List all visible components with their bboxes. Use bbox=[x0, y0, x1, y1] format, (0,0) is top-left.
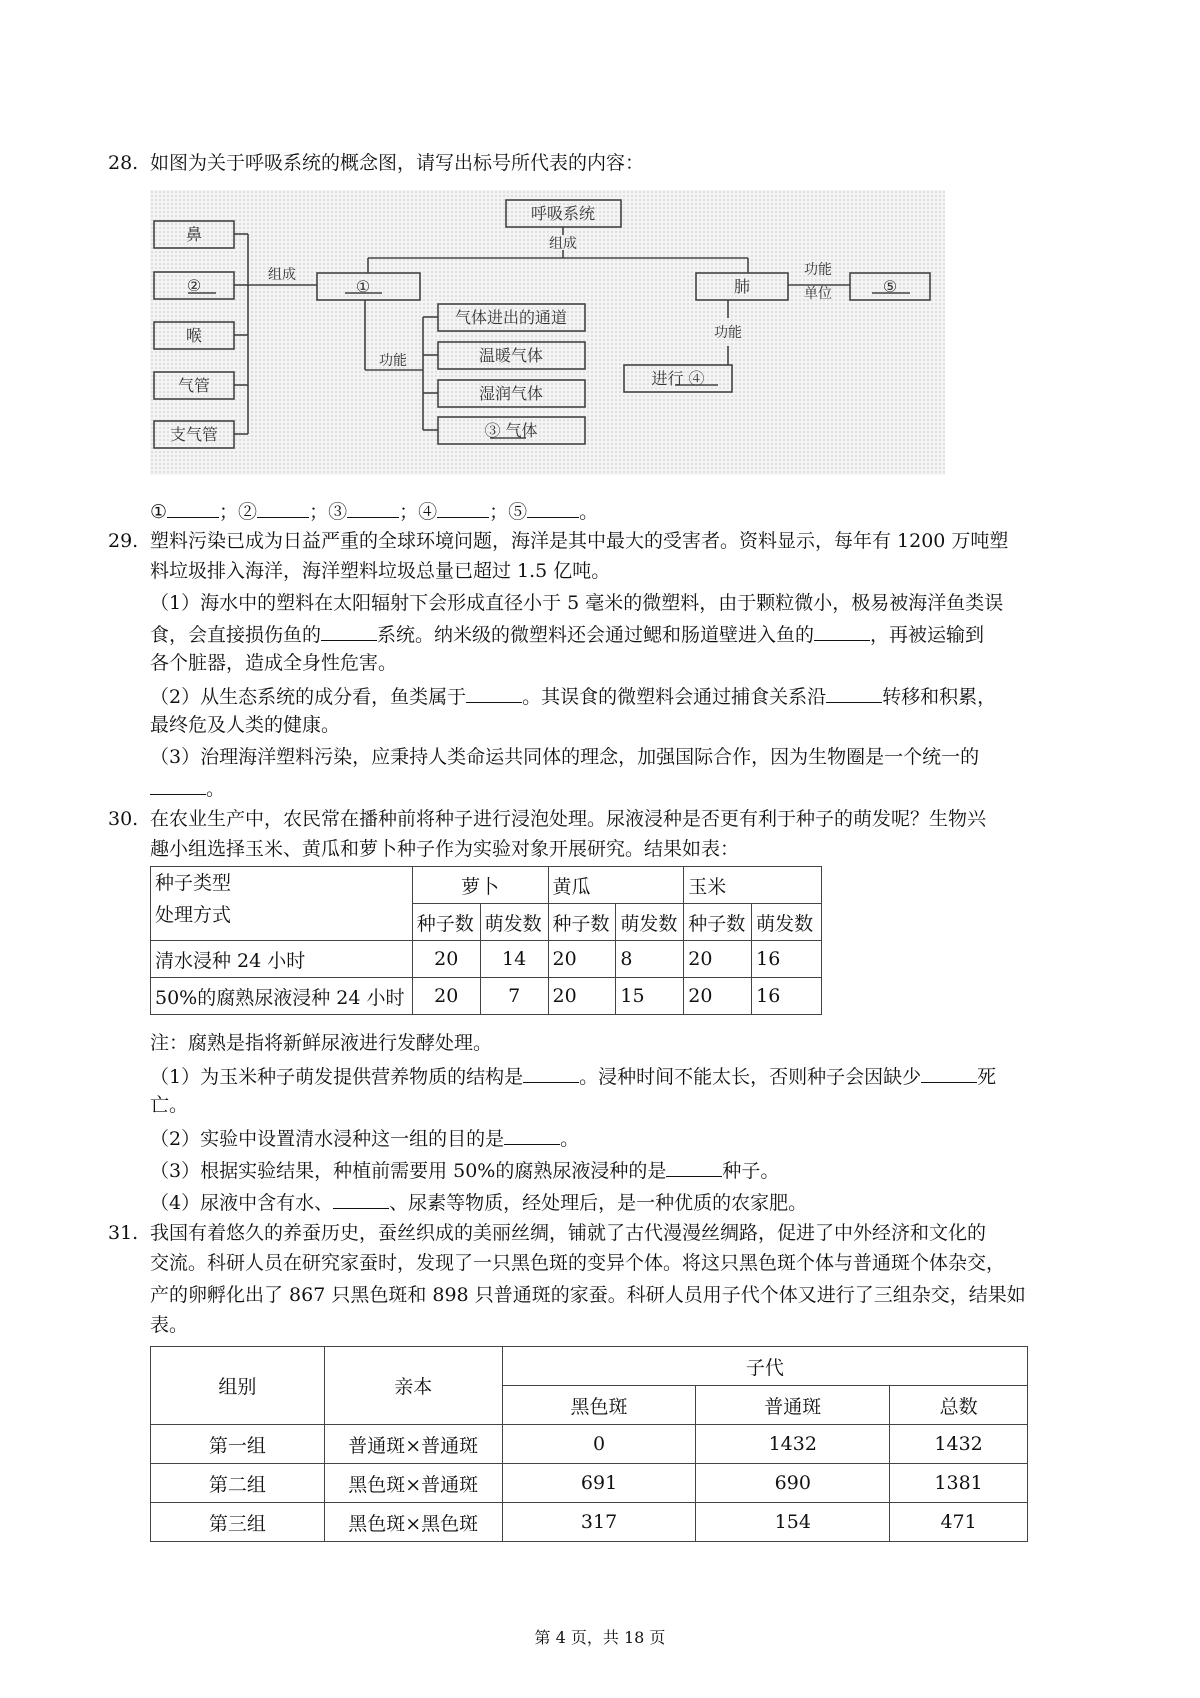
answer-blank-1[interactable] bbox=[167, 497, 219, 518]
concept-map-node-4: 进行 ④ bbox=[651, 369, 705, 388]
germination-table bbox=[150, 866, 822, 1015]
table-row-label: 50%的腐熟尿液浸种 24 小时 bbox=[151, 978, 413, 1015]
question-31-line-3: 产的卵孵化出了 867 只黑色斑和 898 只普通斑的家蚕。科研人员用子代个体又进行了三组杂交，结果如 bbox=[150, 1284, 1026, 1306]
question-30-line-1: 在农业生产中，农民常在播种前将种子进行浸泡处理。尿液浸种是否更有利于种子的萌发呢？生物兴 bbox=[150, 808, 987, 830]
question-30-part-4: （4）尿液中含有水、 、尿素等物质，经处理后，是一种优质的农家肥。 bbox=[150, 1188, 807, 1216]
table-row bbox=[151, 978, 822, 1015]
q29-blank-1[interactable] bbox=[321, 620, 377, 641]
table-cell: 20 bbox=[684, 978, 752, 1015]
table-subheader: 种子数 bbox=[412, 904, 480, 941]
table-cell: 20 bbox=[412, 941, 480, 978]
table-row bbox=[151, 1503, 1028, 1542]
table-subheader: 总数 bbox=[890, 1386, 1028, 1425]
concept-map-left-edge: 组成 bbox=[268, 267, 296, 283]
table-row bbox=[151, 1464, 1028, 1503]
table-header-offspring: 子代 bbox=[502, 1347, 1027, 1386]
table-cell-parent: 黑色斑×普通斑 bbox=[324, 1464, 502, 1503]
table-cell: 1432 bbox=[696, 1425, 890, 1464]
table-cell: 20 bbox=[412, 978, 480, 1015]
concept-map-function-1: 气体进出的通道 bbox=[454, 308, 568, 327]
question-31-number: 31. bbox=[108, 1222, 139, 1244]
question-30-note: 注：腐熟是指将新鲜尿液进行发酵处理。 bbox=[150, 1032, 493, 1054]
q29-blank-5[interactable] bbox=[150, 774, 206, 795]
table-row bbox=[151, 941, 822, 978]
question-31-line-2: 交流。科研人员在研究家蚕时，发现了一只黑色斑的变异个体。将这只黑色斑个体与普通斑个体杂交， bbox=[150, 1252, 1006, 1274]
concept-map-unit-label-2: 单位 bbox=[804, 286, 832, 302]
concept-map-function-2: 温暖气体 bbox=[478, 346, 544, 365]
question-29-part-2b: 最终危及人类的健康。 bbox=[150, 714, 341, 736]
table-cell-parent: 黑色斑×黑色斑 bbox=[324, 1503, 502, 1542]
table-cell: 8 bbox=[616, 941, 684, 978]
concept-map-function-4: ③ 气体 bbox=[484, 421, 538, 440]
question-30-number: 30. bbox=[108, 808, 139, 830]
table-cell: 14 bbox=[480, 941, 548, 978]
table-cell: 20 bbox=[548, 978, 616, 1015]
concept-map-part-3: 喉 bbox=[185, 326, 203, 345]
concept-map-unit-label-1: 功能 bbox=[804, 262, 832, 278]
concept-map-svg bbox=[150, 190, 945, 475]
question-28-number: 28. bbox=[108, 152, 139, 174]
question-31-line-4: 表。 bbox=[150, 1314, 189, 1336]
question-31-line-1: 我国有着悠久的养蚕历史，蚕丝织成的美丽丝绸，铺就了古代漫漫丝绸路，促进了中外经济和文化的 bbox=[150, 1222, 987, 1244]
table-cell: 16 bbox=[752, 978, 822, 1015]
table-cell: 471 bbox=[890, 1503, 1028, 1542]
respiratory-concept-map bbox=[150, 190, 945, 475]
table-cell-group: 第二组 bbox=[151, 1464, 325, 1503]
question-30-part-1b: 亡。 bbox=[150, 1094, 189, 1116]
table-header-seed: 萝卜 bbox=[412, 867, 548, 904]
table-header-group: 组别 bbox=[151, 1347, 325, 1425]
table-cell: 691 bbox=[502, 1464, 696, 1503]
concept-map-node-5: ⑤ bbox=[882, 277, 898, 296]
table-subheader: 萌发数 bbox=[616, 904, 684, 941]
table-subheader: 黑色斑 bbox=[502, 1386, 696, 1425]
q30-blank-3[interactable] bbox=[504, 1124, 560, 1145]
q30-blank-5[interactable] bbox=[333, 1188, 389, 1209]
q30-blank-2[interactable] bbox=[921, 1062, 977, 1083]
question-30-line-2: 趣小组选择玉米、黄瓜和萝卜种子作为实验对象开展研究。结果如表： bbox=[150, 838, 740, 860]
question-29-part-1c: 各个脏器，造成全身性危害。 bbox=[150, 652, 398, 674]
question-29-line-1: 塑料污染已成为日益严重的全球环境问题，海洋是其中最大的受害者。资料显示，每年有 1200 万吨塑 bbox=[150, 530, 1009, 552]
page-footer: 第 4 页，共 18 页 bbox=[534, 1628, 666, 1647]
concept-map-part-5: 支气管 bbox=[169, 425, 219, 444]
question-29-part-2a: （2）从生态系统的成分看，鱼类属于 。其误食的微塑料会通过捕食关系沿 转移和积累， bbox=[150, 682, 996, 710]
table-header-seed: 玉米 bbox=[684, 867, 822, 904]
silkworm-table bbox=[150, 1346, 1028, 1542]
table-subheader: 萌发数 bbox=[480, 904, 548, 941]
table-cell: 7 bbox=[480, 978, 548, 1015]
concept-map-lung-function-label: 功能 bbox=[714, 325, 742, 341]
concept-map-part-4: 气管 bbox=[177, 376, 211, 395]
table-header-seed: 黄瓜 bbox=[548, 867, 684, 904]
answer-blank-2[interactable] bbox=[257, 497, 309, 518]
q29-blank-3[interactable] bbox=[466, 682, 522, 703]
table-subheader: 萌发数 bbox=[752, 904, 822, 941]
concept-map-function-label: 功能 bbox=[379, 353, 407, 369]
q30-blank-4[interactable] bbox=[666, 1156, 722, 1177]
table-cell: 690 bbox=[696, 1464, 890, 1503]
table-corner: 种子类型 处理方式 bbox=[151, 867, 413, 941]
table-cell: 1432 bbox=[890, 1425, 1028, 1464]
table-cell: 20 bbox=[548, 941, 616, 978]
table-subheader: 种子数 bbox=[548, 904, 616, 941]
concept-map-lung: 肺 bbox=[733, 277, 751, 296]
table-cell: 16 bbox=[752, 941, 822, 978]
question-29-part-1b: 食，会直接损伤鱼的 系统。纳米级的微塑料还会通过鳃和肠道壁进入鱼的 ，再被运输到 bbox=[150, 620, 984, 648]
question-30-part-3: （3）根据实验结果，种植前需要用 50%的腐熟尿液浸种的是 种子。 bbox=[150, 1156, 779, 1184]
answer-blank-3[interactable] bbox=[347, 497, 399, 518]
concept-map-function-3: 湿润气体 bbox=[478, 384, 544, 403]
table-cell: 20 bbox=[684, 941, 752, 978]
table-cell: 1381 bbox=[890, 1464, 1028, 1503]
concept-map-part-1: 鼻 bbox=[185, 225, 203, 244]
answer-blank-5[interactable] bbox=[527, 497, 579, 518]
answer-blank-4[interactable] bbox=[437, 497, 489, 518]
question-29-line-2: 料垃圾排入海洋，海洋塑料垃圾总量已超过 1.5 亿吨。 bbox=[150, 560, 611, 582]
table-cell: 154 bbox=[696, 1503, 890, 1542]
concept-map-root: 呼吸系统 bbox=[530, 204, 596, 223]
question-29-part-3b: 。 bbox=[150, 774, 225, 802]
table-cell: 15 bbox=[616, 978, 684, 1015]
question-28-answer-line: ① ；② ；③ ；④ ；⑤ 。 bbox=[150, 497, 598, 525]
table-row-label: 清水浸种 24 小时 bbox=[151, 941, 413, 978]
table-cell: 317 bbox=[502, 1503, 696, 1542]
table-header-parent: 亲本 bbox=[324, 1347, 502, 1425]
question-29-number: 29. bbox=[108, 530, 139, 552]
q29-blank-4[interactable] bbox=[826, 682, 882, 703]
concept-map-part-2: ② bbox=[186, 276, 202, 295]
question-28-stem: 如图为关于呼吸系统的概念图，请写出标号所代表的内容： bbox=[150, 152, 645, 174]
table-row bbox=[151, 1425, 1028, 1464]
table-subheader: 普通斑 bbox=[696, 1386, 890, 1425]
concept-map-node-1: ① bbox=[355, 277, 371, 296]
question-30-part-1a: （1）为玉米种子萌发提供营养物质的结构是 。浸种时间不能太长，否则种子会因缺少 死 bbox=[150, 1062, 996, 1090]
table-cell-parent: 普通斑×普通斑 bbox=[324, 1425, 502, 1464]
q29-blank-2[interactable] bbox=[814, 620, 870, 641]
concept-map-root-edge: 组成 bbox=[549, 236, 577, 252]
question-30-part-2: （2）实验中设置清水浸种这一组的目的是 。 bbox=[150, 1124, 579, 1152]
table-cell: 0 bbox=[502, 1425, 696, 1464]
question-29-part-1a: （1）海水中的塑料在太阳辐射下会形成直径小于 5 毫米的微塑料，由于颗粒微小，极易被海洋鱼类误 bbox=[150, 592, 1004, 614]
q30-blank-1[interactable] bbox=[523, 1062, 579, 1083]
table-subheader: 种子数 bbox=[684, 904, 752, 941]
table-cell-group: 第一组 bbox=[151, 1425, 325, 1464]
table-cell-group: 第三组 bbox=[151, 1503, 325, 1542]
question-29-part-3a: （3）治理海洋塑料污染，应秉持人类命运共同体的理念，加强国际合作，因为生物圈是一个统一的 bbox=[150, 746, 980, 768]
